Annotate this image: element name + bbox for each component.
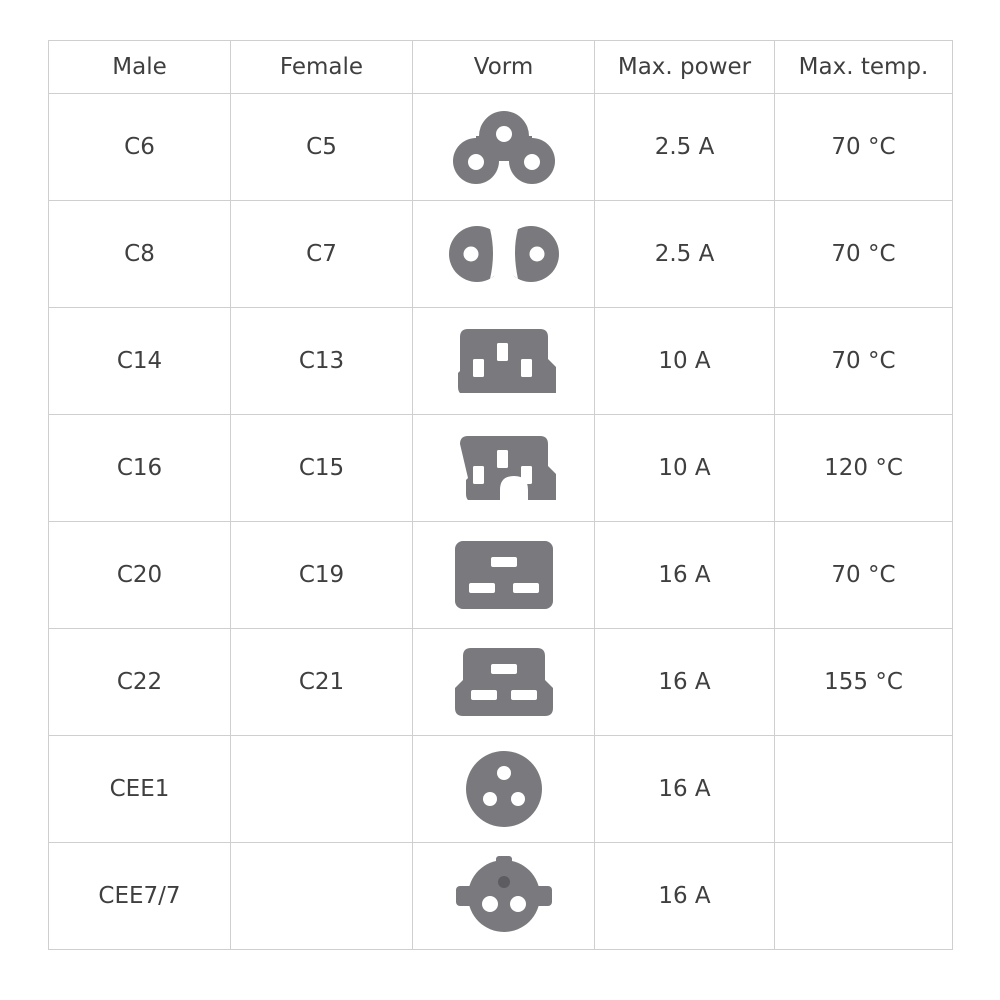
connector-shape-cee-7-7-schuko-icon	[413, 843, 594, 949]
cell-male: CEE1	[49, 736, 231, 843]
cell-female	[231, 843, 413, 950]
connector-shape-iec-c5-cloverleaf-icon	[413, 94, 594, 200]
column-header-female: Female	[231, 41, 413, 94]
connector-shape-iec-c13-icon	[413, 308, 594, 414]
cell-female: C5	[231, 94, 413, 201]
cell-male: C6	[49, 94, 231, 201]
table-body	[49, 94, 953, 950]
cell-male: CEE7/7	[49, 843, 231, 950]
cell-shape	[413, 201, 595, 308]
cell-max-temp	[775, 843, 953, 950]
cell-male: C20	[49, 522, 231, 629]
cell-max-temp: 70 °C	[775, 201, 953, 308]
table-row	[49, 308, 953, 415]
cell-max-power: 2.5 A	[595, 94, 775, 201]
cell-shape	[413, 308, 595, 415]
column-header-vorm: Vorm	[413, 41, 595, 94]
column-header-male: Male	[49, 41, 231, 94]
table-row	[49, 843, 953, 950]
table-row	[49, 736, 953, 843]
table-row	[49, 201, 953, 308]
cell-male: C8	[49, 201, 231, 308]
cell-max-power: 10 A	[595, 308, 775, 415]
table-row	[49, 522, 953, 629]
cell-shape	[413, 629, 595, 736]
cell-max-power: 16 A	[595, 629, 775, 736]
cell-shape	[413, 736, 595, 843]
cell-shape	[413, 94, 595, 201]
column-header-max-power: Max. power	[595, 41, 775, 94]
table-header	[49, 41, 953, 94]
connector-shape-iec-c15-icon	[413, 415, 594, 521]
cell-female	[231, 736, 413, 843]
connector-shape-cee-7-4-round-icon	[413, 736, 594, 842]
cell-shape	[413, 415, 595, 522]
cell-max-temp	[775, 736, 953, 843]
cell-female: C21	[231, 629, 413, 736]
cell-shape	[413, 843, 595, 950]
cell-max-power: 16 A	[595, 843, 775, 950]
cell-male: C22	[49, 629, 231, 736]
cell-max-temp: 70 °C	[775, 94, 953, 201]
cell-female: C7	[231, 201, 413, 308]
connector-shape-iec-c19-icon	[413, 522, 594, 628]
cell-max-power: 16 A	[595, 736, 775, 843]
cell-max-power: 16 A	[595, 522, 775, 629]
column-header-max-temp: Max. temp.	[775, 41, 953, 94]
connector-shape-iec-c7-figure8-icon	[413, 201, 594, 307]
connector-comparison-table	[48, 40, 953, 950]
table-row	[49, 94, 953, 201]
table-row	[49, 629, 953, 736]
cell-max-temp: 155 °C	[775, 629, 953, 736]
cell-max-power: 10 A	[595, 415, 775, 522]
cell-shape	[413, 522, 595, 629]
table-header-row	[49, 41, 953, 94]
cell-female: C13	[231, 308, 413, 415]
cell-female: C19	[231, 522, 413, 629]
cell-max-temp: 70 °C	[775, 308, 953, 415]
cell-male: C16	[49, 415, 231, 522]
connector-shape-iec-c21-icon	[413, 629, 594, 735]
cell-max-temp: 120 °C	[775, 415, 953, 522]
cell-male: C14	[49, 308, 231, 415]
cell-max-temp: 70 °C	[775, 522, 953, 629]
cell-female: C15	[231, 415, 413, 522]
cell-max-power: 2.5 A	[595, 201, 775, 308]
table-row	[49, 415, 953, 522]
